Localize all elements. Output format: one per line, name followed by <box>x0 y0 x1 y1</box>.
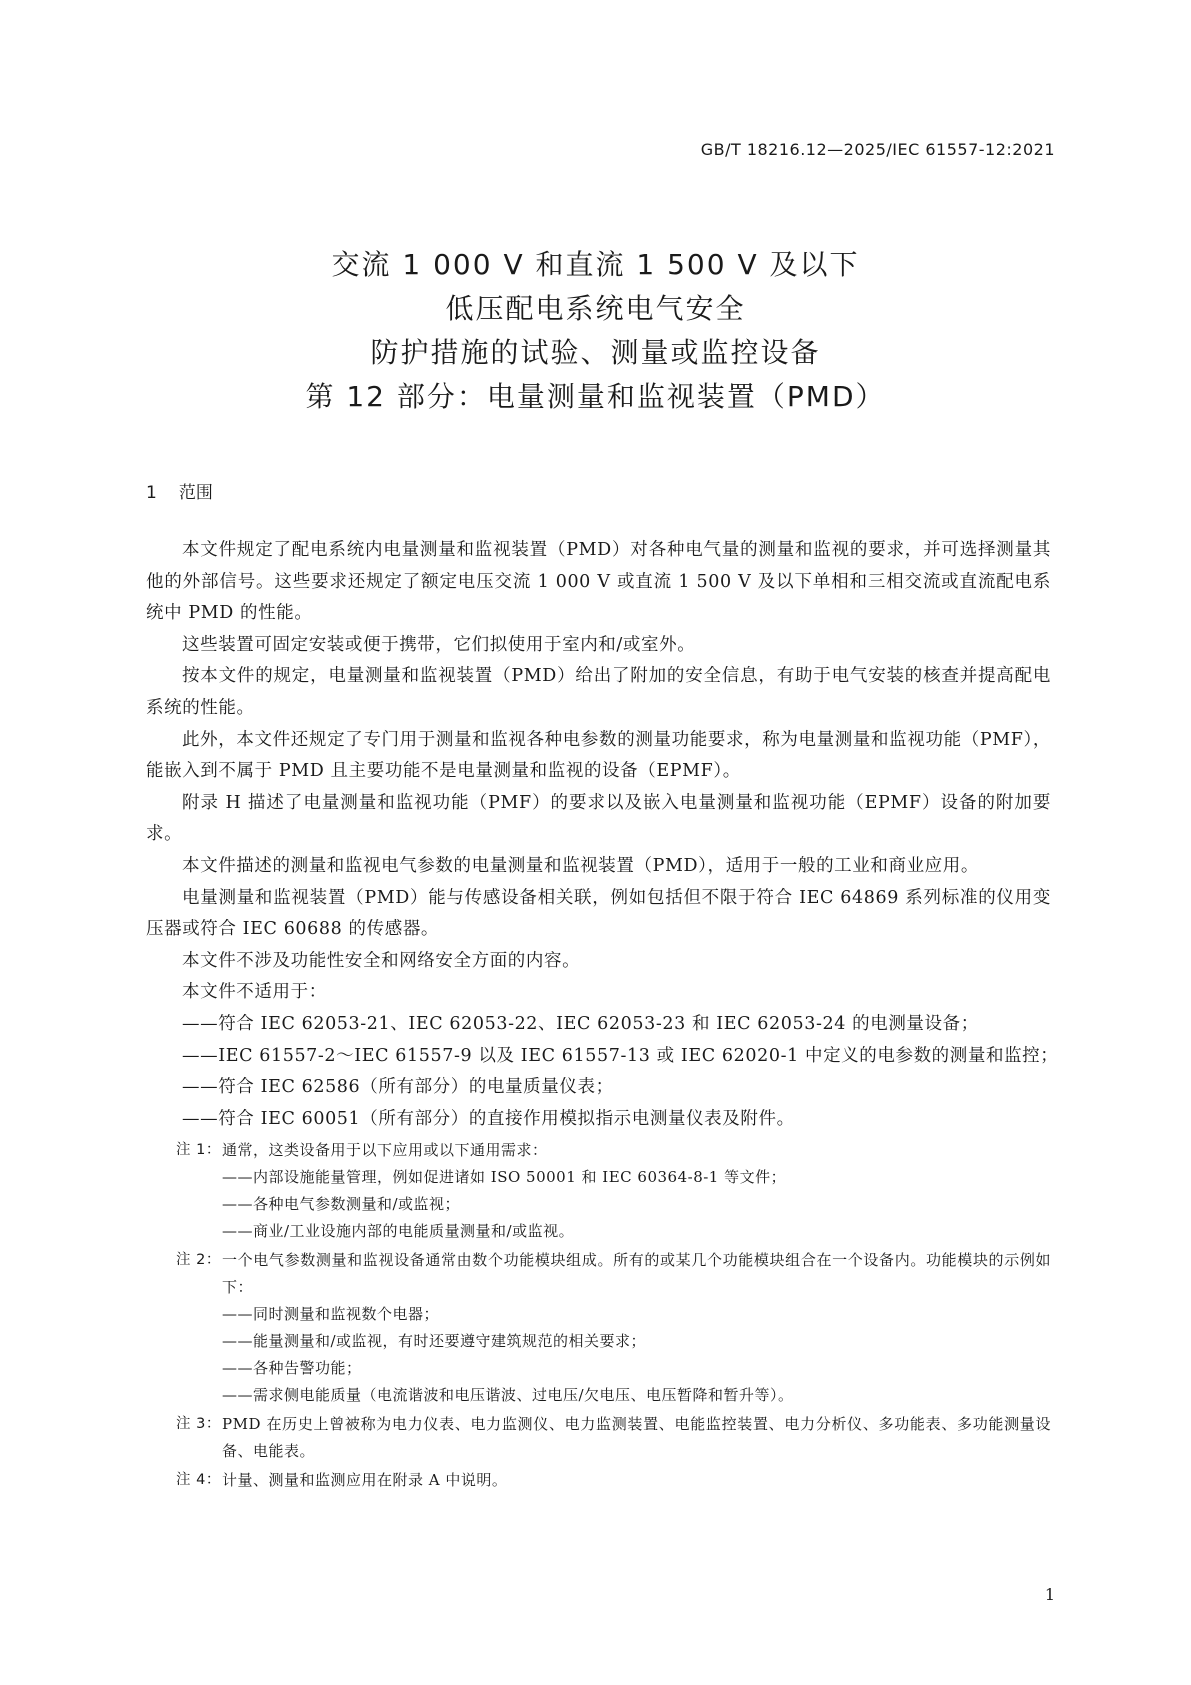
note-text: 一个电气参数测量和监视设备通常由数个功能模块组成。所有的或某几个功能模块组合在一个设备内。功能模块的示例如下： <box>222 1251 1051 1297</box>
note-list-item: ——各种告警功能； <box>222 1359 362 1378</box>
note-label: 注 3： <box>176 1416 221 1433</box>
exclusion-item: ——符合 IEC 62053-21、IEC 62053-22、IEC 62053-23 和 IEC 62053-24 的电测量设备； <box>182 1013 979 1034</box>
note-text: PMD 在历史上曾被称为电力仪表、电力监测仪、电力监测装置、电能监控装置、电力分析仪、多功能表、多功能测量设备、电能表。 <box>222 1415 1051 1461</box>
paragraph: 本文件不涉及功能性安全和网络安全方面的内容。 <box>182 950 581 971</box>
note-label: 注 4： <box>176 1472 221 1489</box>
exclusion-item: ——符合 IEC 62586（所有部分）的电量质量仪表； <box>182 1077 614 1098</box>
note-2 <box>146 1247 1051 1301</box>
paragraph: 本文件不适用于： <box>182 982 327 1003</box>
note-3 <box>146 1411 1051 1465</box>
note-text: 通常，这类设备用于以下应用或以下通用需求： <box>222 1141 548 1160</box>
title-line: 防护措施的试验、测量或监控设备 <box>370 336 821 369</box>
exclusion-item: ——符合 IEC 60051（所有部分）的直接作用模拟指示电测量仪表及附件。 <box>182 1108 795 1129</box>
note-label: 注 2： <box>176 1252 221 1269</box>
paragraph: 电量测量和监视装置（PMD）能与传感设备相关联，例如包括但不限于符合 IEC 64869 系列标准的仪用变压器或符合 IEC 60688 的传感器。 <box>146 887 1051 940</box>
note-list-item: ——内部设施能量管理，例如促进诸如 ISO 50001 和 IEC 60364-8-1 等文件； <box>222 1168 787 1187</box>
title-line: 交流 1 000 V 和直流 1 500 V 及以下 <box>331 248 860 281</box>
standard-code: GB/T 18216.12—2025/IEC 61557-12:2021 <box>700 140 1055 159</box>
paragraph: 本文件描述的测量和监视电气参数的电量测量和监视装置（PMD），适用于一般的工业和商业应用。 <box>182 855 979 876</box>
document-title <box>0 243 1191 419</box>
paragraph: 附录 H 描述了电量测量和监视功能（PMF）的要求以及嵌入电量测量和监视功能（EPMF）设备的附加要求。 <box>146 792 1051 845</box>
note-list-item: ——商业/工业设施内部的电能质量测量和/或监视。 <box>222 1222 575 1241</box>
page-number: 1 <box>1044 1585 1055 1604</box>
paragraph: 此外，本文件还规定了专门用于测量和监视各种电参数的测量功能要求，称为电量测量和监视功能（PMF），能嵌入到不属于 PMD 且主要功能不是电量测量和监视的设备（EPMF）。 <box>146 729 1051 782</box>
title-line: 低压配电系统电气安全 <box>445 292 746 325</box>
paragraph: 本文件规定了配电系统内电量测量和监视装置（PMD）对各种电气量的测量和监视的要求，并可选择测量其他的外部信号。这些要求还规定了额定电压交流 1 000 V 或直流 1 500 V 及以下单相和三相交流或直流配电系统中 PMD 的性能。 <box>146 540 1051 624</box>
note-4 <box>146 1467 1051 1494</box>
note-label: 注 1： <box>176 1142 221 1159</box>
note-list-item: ——各种电气参数测量和/或监视； <box>222 1195 461 1214</box>
section-heading <box>146 478 235 503</box>
paragraph: 按本文件的规定，电量测量和监视装置（PMD）给出了附加的安全信息，有助于电气安装的核查并提高配电系统的性能。 <box>146 666 1051 718</box>
paragraph: 这些装置可固定安装或便于携带，它们拟使用于室内和/或室外。 <box>182 634 696 655</box>
note-list-item: ——同时测量和监视数个电器； <box>222 1305 440 1324</box>
section-body <box>146 535 1059 1494</box>
note-list-item: ——需求侧电能质量（电流谐波和电压谐波、过电压/欠电压、电压暂降和暂升等）。 <box>222 1386 794 1405</box>
section-number: 1 <box>146 483 157 503</box>
section-title: 范围 <box>178 483 213 503</box>
note-1 <box>146 1137 1051 1164</box>
title-line: 第 12 部分：电量测量和监视装置（PMD） <box>305 380 886 413</box>
exclusion-item: ——IEC 61557-2～IEC 61557-9 以及 IEC 61557-13 或 IEC 62020-1 中定义的电参数的测量和监控； <box>182 1045 1059 1066</box>
note-list-item: ——能量测量和/或监视，有时还要遵守建筑规范的相关要求； <box>222 1332 647 1351</box>
note-text: 计量、测量和监测应用在附录 A 中说明。 <box>222 1471 508 1490</box>
